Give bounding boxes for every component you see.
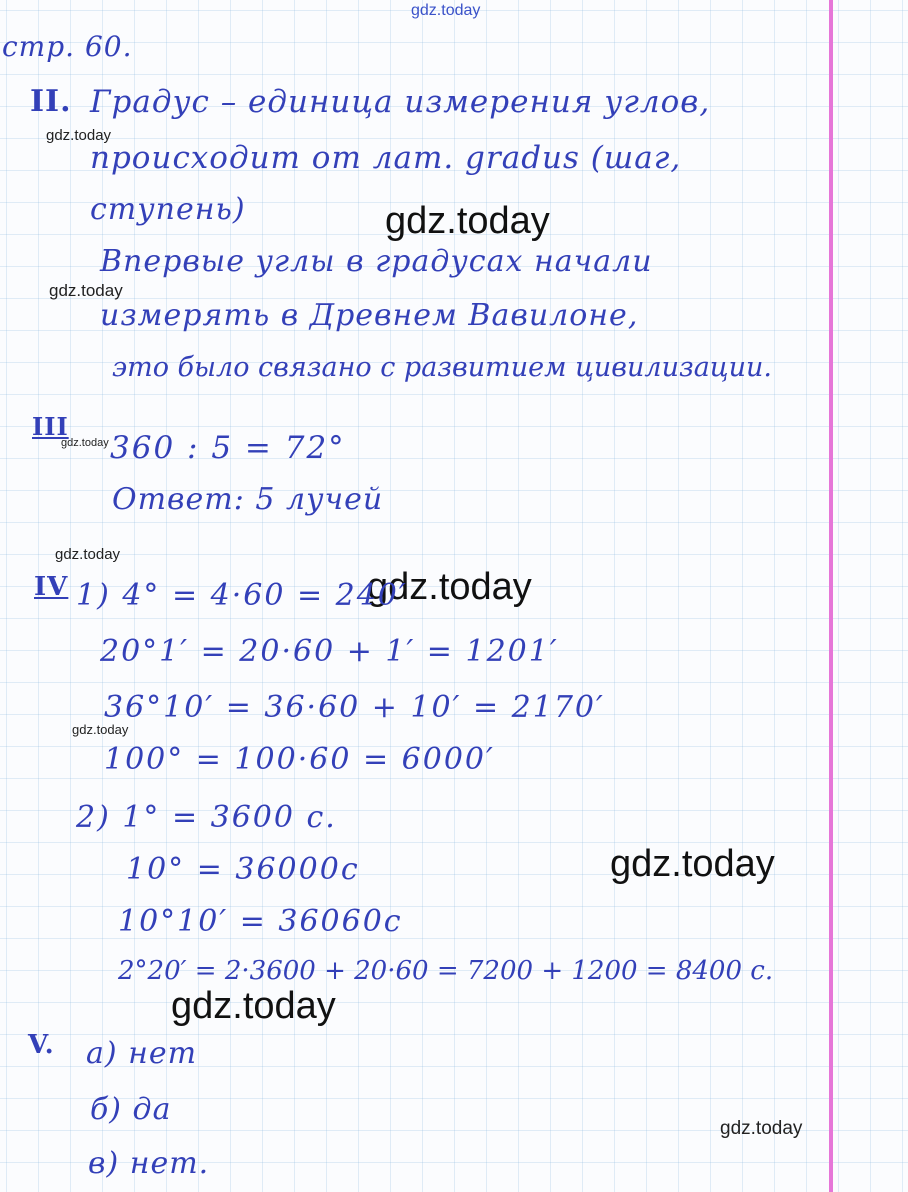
section-4-number: IV	[34, 572, 69, 602]
watermark-large: gdz.today	[610, 843, 775, 885]
watermark-large: gdz.today	[367, 566, 532, 608]
section-3-calculation: 360 : 5 = 72°	[110, 430, 346, 466]
section-5-answer-a: а) нет	[86, 1036, 198, 1071]
section-2-line-5: измерять в Древнем Вавилоне,	[100, 298, 639, 333]
watermark-small: gdz.today	[720, 1118, 803, 1139]
watermark-large: gdz.today	[385, 200, 550, 242]
watermark-small: gdz.today	[55, 546, 121, 563]
watermark-small: gdz.today	[61, 437, 109, 449]
section-2-line-1: Градус – единица измерения углов,	[90, 84, 711, 120]
watermark-small: gdz.today	[72, 722, 129, 737]
section-4-line-4: 100° = 100·60 = 6000′	[104, 742, 495, 777]
section-4-line-1: 1) 4° = 4·60 = 240′	[76, 578, 408, 613]
section-5-answer-b: б) да	[90, 1092, 172, 1127]
section-4-line-2: 20°1′ = 20·60 + 1′ = 1201′	[100, 634, 559, 669]
watermark-small: gdz.today	[49, 281, 123, 300]
section-4-line-3: 36°10′ = 36·60 + 10′ = 2170′	[104, 690, 605, 725]
section-3-answer: Ответ: 5 лучей	[112, 482, 384, 517]
section-2-line-2: происходит от лат. gradus (шаг,	[90, 140, 682, 176]
section-2-line-3: ступень)	[90, 192, 246, 227]
notebook-margin-line	[829, 0, 833, 1192]
section-4-line-8: 2°20′ = 2·3600 + 20·60 = 7200 + 1200 = 8400 с.	[118, 956, 774, 986]
section-4-line-5: 2) 1° = 3600 с.	[76, 800, 337, 835]
section-3-number: III	[32, 412, 69, 441]
section-2-number: II.	[30, 84, 72, 119]
section-2-line-4: Впервые углы в градусах начали	[100, 244, 653, 279]
section-4-line-7: 10°10′ = 36060с	[118, 904, 403, 939]
page-header: стр. 60.	[2, 30, 133, 63]
section-2-line-6: это было связано с развитием цивилизации.	[112, 352, 773, 383]
section-5-answer-c: в) нет.	[88, 1146, 210, 1181]
section-5-number: V.	[28, 1030, 55, 1060]
watermark-top: gdz.today	[411, 2, 481, 19]
watermark-large: gdz.today	[171, 985, 336, 1027]
section-4-line-6: 10° = 36000с	[126, 852, 360, 887]
watermark-small: gdz.today	[46, 127, 112, 144]
